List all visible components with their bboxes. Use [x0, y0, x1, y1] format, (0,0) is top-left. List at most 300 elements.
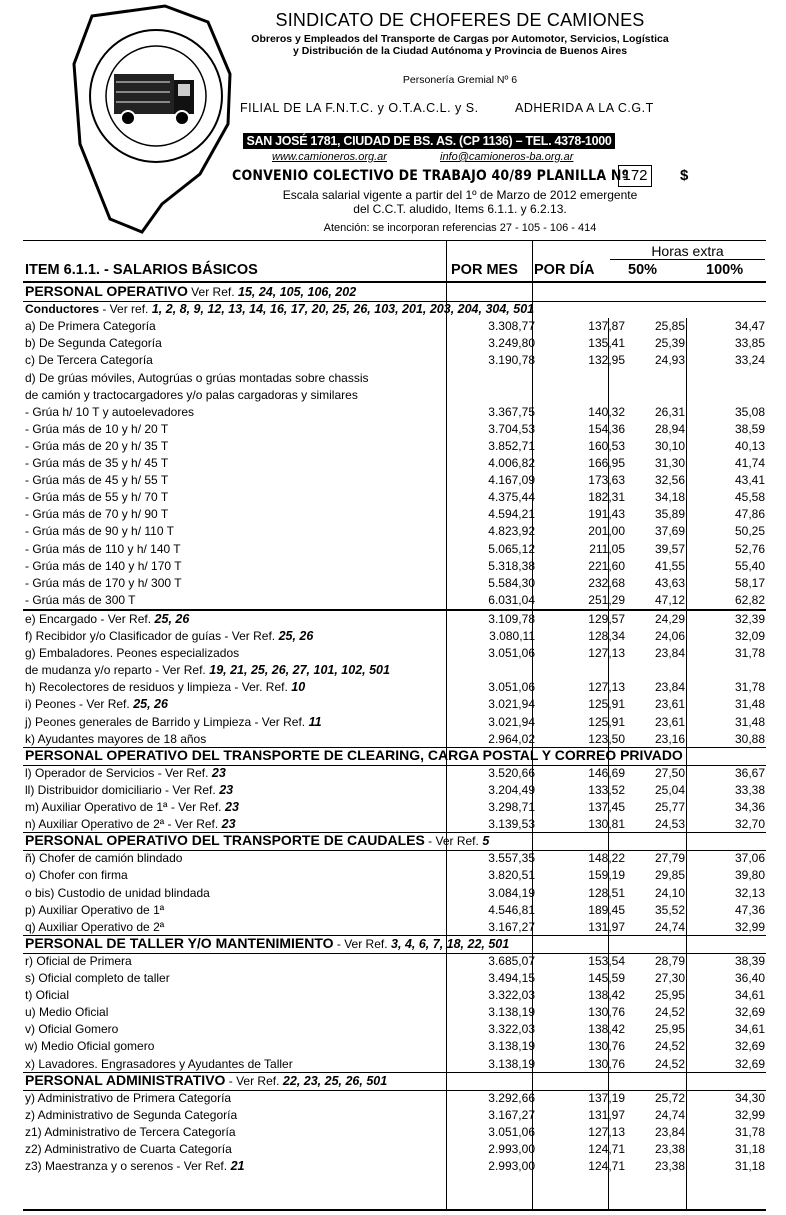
value-por-mes: 3.685,07 [488, 953, 535, 968]
table-row [23, 420, 766, 437]
value-extra-100: 31,18 [734, 1142, 765, 1156]
value-por-mes: 3.138,19 [488, 1056, 535, 1071]
value-extra-100: 32,69 [734, 1039, 765, 1054]
row-ref-label: - Ver Ref. [424, 834, 479, 849]
value-extra-50: 24,29 [654, 611, 685, 626]
value-extra-50: 25,77 [654, 800, 685, 814]
value-por-dia: 189,45 [588, 902, 625, 917]
row-label-text: - Grúa más de 35 y h/ 45 T [25, 456, 169, 470]
value-por-dia: 131,97 [588, 1107, 625, 1122]
table-row [23, 678, 766, 695]
value-extra-100: 50,25 [734, 524, 765, 539]
value-extra-100: 34,61 [734, 1022, 765, 1037]
value-extra-50: 23,61 [654, 697, 685, 712]
table-row [23, 901, 766, 918]
row-label-text: - Grúa h/ 10 T y autoelevadores [25, 404, 194, 419]
value-extra-100: 34,36 [734, 800, 765, 814]
value-extra-100: 31,18 [734, 1159, 765, 1174]
value-por-mes: 4.823,92 [488, 524, 535, 539]
col-100: 100% [706, 262, 744, 278]
value-por-dia: 145,59 [588, 971, 625, 985]
section-header [23, 1072, 766, 1089]
value-por-mes: 3.051,06 [488, 1124, 535, 1139]
value-por-dia: 133,52 [588, 782, 625, 797]
value-por-mes: 3.167,27 [488, 919, 535, 934]
value-por-dia: 153,54 [588, 953, 625, 968]
value-extra-50: 24,74 [654, 1107, 685, 1122]
value-extra-50: 34,18 [654, 490, 685, 505]
value-por-mes: 3.139,53 [488, 817, 535, 832]
row-label [25, 507, 168, 521]
table-row [23, 505, 766, 522]
value-extra-50: 30,10 [654, 438, 685, 453]
value-extra-100: 34,47 [734, 319, 765, 334]
value-por-dia: 251,29 [588, 592, 625, 607]
table-row [23, 815, 766, 832]
row-label [25, 405, 194, 419]
value-por-mes: 4.594,21 [488, 507, 535, 522]
value-extra-100: 32,69 [734, 1005, 765, 1020]
row-label-text: - Grúa más de 170 y h/ 300 T [25, 575, 182, 590]
row-label [25, 851, 182, 865]
value-por-dia: 211,05 [589, 541, 625, 556]
value-por-mes: 3.494,15 [488, 971, 535, 985]
value-por-dia: 135,41 [588, 336, 625, 351]
table-row [23, 730, 766, 747]
subtitle-line-1: Obreros y Empleados del Transporte de Cargas por Automotor, Servicios, Logística [251, 33, 669, 45]
col-por-mes: POR MES [451, 262, 518, 278]
row-label-text: b) De Segunda Categoría [25, 336, 162, 351]
value-extra-50: 25,95 [654, 988, 685, 1003]
website-link[interactable]: www.camioneros.org.ar [272, 151, 387, 163]
row-label [25, 1142, 232, 1156]
row-label-text: z2) Administrativo de Cuarta Categoría [25, 1142, 232, 1156]
horas-extra-header: Horas extra [651, 243, 724, 259]
table-row [23, 1106, 766, 1123]
value-por-mes: 3.021,94 [488, 714, 535, 729]
value-por-mes: 3.190,78 [488, 353, 535, 368]
col-por-dia: POR DÍA [534, 262, 595, 278]
value-por-dia: 127,13 [588, 646, 625, 661]
value-por-dia: 130,76 [588, 1005, 625, 1020]
value-extra-100: 32,69 [734, 1056, 765, 1071]
row-label-text: k) Ayudantes mayores de 18 años [25, 731, 207, 746]
table-bottom-border [23, 1209, 766, 1211]
value-por-dia: 130,76 [588, 1056, 625, 1071]
value-extra-100: 36,40 [734, 971, 765, 985]
row-label [25, 783, 233, 797]
row-ref-numbers: 25, 26 [151, 611, 190, 626]
value-por-mes: 5.318,38 [488, 558, 535, 573]
table-row [23, 1157, 766, 1174]
row-label [25, 576, 182, 590]
value-extra-100: 38,59 [734, 421, 765, 436]
row-label-text: PERSONAL OPERATIVO [25, 283, 188, 299]
row-label [25, 663, 390, 677]
row-ref-numbers: 23 [218, 817, 236, 832]
planilla-number: 172 [618, 165, 652, 187]
value-extra-100: 38,39 [734, 953, 765, 968]
value-extra-50: 35,89 [654, 507, 685, 522]
row-label-text: v) Oficial Gomero [25, 1022, 119, 1037]
row-label-text: PERSONAL OPERATIVO DEL TRANSPORTE DE CLEARING, CARGA POSTAL Y CORREO PRIVADO [25, 746, 683, 763]
table-row [23, 610, 766, 627]
value-por-dia: 128,34 [588, 629, 625, 643]
row-label-text: u) Medio Oficial [25, 1005, 109, 1020]
value-extra-100: 32,39 [734, 611, 765, 626]
row-label [25, 954, 132, 968]
table-row [23, 386, 766, 403]
value-extra-50: 27,50 [654, 765, 685, 780]
row-label-text: z3) Maestranza y o serenos - Ver Ref. [25, 1159, 228, 1174]
value-extra-100: 36,67 [734, 765, 765, 780]
section-header [23, 283, 766, 300]
row-label-text: c) De Tercera Categoría [25, 353, 153, 368]
value-extra-100: 31,48 [734, 714, 765, 729]
value-extra-50: 23,84 [654, 646, 685, 661]
row-label [25, 1072, 387, 1088]
row-ref-label: - Ver ref. [99, 302, 149, 317]
row-label-text: - Grúa más de 90 y h/ 110 T [25, 524, 174, 539]
value-extra-50: 28,94 [654, 421, 685, 436]
value-extra-50: 32,56 [654, 473, 685, 488]
table-row [23, 351, 766, 368]
row-ref-numbers: 23 [208, 765, 226, 780]
table-row [23, 627, 766, 644]
row-label [25, 353, 153, 367]
row-label-text: w) Medio Oficial gomero [25, 1039, 155, 1054]
row-label [25, 439, 168, 453]
row-label-text: z) Administrativo de Segunda Categoría [25, 1107, 238, 1122]
value-extra-100: 31,78 [734, 1124, 765, 1139]
value-extra-50: 23,61 [654, 714, 685, 729]
row-label [25, 920, 164, 934]
row-label [25, 832, 489, 848]
value-por-mes: 3.292,66 [488, 1090, 535, 1105]
value-extra-50: 24,52 [654, 1005, 685, 1020]
value-extra-100: 40,13 [734, 438, 765, 453]
table-row [23, 918, 766, 935]
value-extra-50: 43,63 [654, 575, 685, 590]
value-extra-50: 23,16 [654, 731, 685, 746]
value-por-mes: 4.006,82 [488, 456, 535, 470]
value-por-mes: 3.051,06 [488, 680, 535, 695]
value-extra-50: 23,38 [654, 1142, 685, 1156]
subsection-header [23, 300, 766, 317]
row-label-text: n) Auxiliar Operativo de 2ª - Ver Ref. [25, 817, 219, 832]
value-extra-50: 24,93 [654, 353, 685, 368]
row-label-text: r) Oficial de Primera [25, 953, 132, 968]
table-row [23, 522, 766, 539]
value-por-mes: 3.557,35 [488, 851, 535, 866]
table-row [23, 437, 766, 454]
row-label-text: x) Lavadores. Engrasadores y Ayudantes de Taller [25, 1056, 293, 1071]
value-por-dia: 182,31 [588, 490, 625, 505]
value-extra-100: 32,99 [734, 919, 765, 934]
row-ref-label: - Ver Ref. [225, 1073, 280, 1088]
value-por-dia: 131,97 [588, 919, 625, 934]
table-row [23, 574, 766, 591]
filial-text: FILIAL DE LA F.N.T.C. y O.T.A.C.L. y S. [240, 101, 479, 115]
row-label [25, 1022, 118, 1036]
table-row [23, 1123, 766, 1140]
row-label-text: de mudanza y/o reparto - Ver Ref. [25, 663, 206, 678]
row-label [25, 1091, 231, 1105]
value-por-dia: 160,53 [588, 438, 625, 453]
value-por-dia: 138,42 [588, 988, 625, 1003]
email-link[interactable]: info@camioneros-ba.org.ar [440, 151, 574, 163]
row-ref-numbers: 25, 26 [275, 629, 314, 643]
value-por-mes: 3.704,53 [488, 421, 535, 436]
row-label [25, 422, 168, 436]
table-row [23, 369, 766, 386]
value-por-mes: 3.138,19 [488, 1039, 535, 1054]
value-extra-50: 24,52 [654, 1039, 685, 1054]
row-label-text: de camión y tractocargadores y/o palas cargadoras y similares [25, 387, 358, 402]
value-extra-50: 23,84 [654, 680, 685, 695]
value-por-mes: 3.167,27 [488, 1107, 535, 1122]
row-ref-numbers: 23 [221, 800, 239, 814]
value-extra-50: 25,39 [654, 336, 685, 351]
escala-line-2: del C.C.T. aludido, Items 6.1.1. y 6.2.13. [353, 202, 567, 216]
section-header [23, 935, 766, 952]
table-row [23, 798, 766, 815]
row-label [25, 1039, 154, 1053]
row-label-text: - Grúa más de 10 y h/ 20 T [25, 421, 169, 436]
value-extra-100: 34,61 [734, 988, 765, 1003]
value-extra-100: 31,48 [734, 697, 765, 712]
row-label [25, 593, 136, 607]
value-extra-50: 25,04 [654, 782, 685, 797]
row-label [25, 1108, 237, 1122]
value-extra-100: 37,06 [734, 851, 765, 866]
value-por-mes: 3.084,19 [488, 885, 535, 900]
value-por-dia: 137,87 [588, 319, 625, 334]
row-ref-numbers: 23 [215, 782, 234, 797]
personeria-gremial: Personería Gremial Nº 6 [402, 74, 518, 86]
value-extra-50: 25,85 [654, 319, 685, 334]
row-label-text: a) De Primera Categoría [25, 319, 156, 334]
table-row [23, 695, 766, 712]
value-por-dia: 201,00 [588, 524, 625, 539]
table-row [23, 317, 766, 334]
value-extra-50: 24,10 [654, 885, 685, 900]
row-ref-label: - Ver Ref. [333, 936, 388, 951]
value-por-mes: 3.520,66 [488, 765, 535, 780]
value-por-dia: 137,45 [588, 800, 625, 814]
value-extra-50: 28,79 [654, 953, 685, 968]
value-extra-100: 32,13 [734, 885, 765, 900]
value-extra-100: 43,41 [734, 473, 765, 488]
value-por-mes: 3.080,11 [489, 629, 535, 643]
table-row [23, 1140, 766, 1157]
value-por-dia: 123,50 [588, 731, 625, 746]
table-row [23, 661, 766, 678]
value-extra-50: 24,53 [654, 817, 685, 832]
row-label [25, 371, 369, 385]
value-por-dia: 128,51 [588, 885, 625, 900]
table-row [23, 1089, 766, 1106]
value-extra-50: 35,52 [654, 902, 685, 917]
row-label-text: - Grúa más de 300 T [25, 592, 136, 607]
table-row [23, 1003, 766, 1020]
table-row [23, 471, 766, 488]
row-label [25, 336, 162, 350]
table-row [23, 1037, 766, 1054]
row-label [25, 868, 128, 882]
col-50: 50% [628, 262, 658, 278]
row-label-text: z1) Administrativo de Tercera Categoría [25, 1124, 236, 1139]
table-row [23, 454, 766, 471]
value-por-dia: 129,57 [588, 611, 625, 626]
value-por-mes: 2.993,00 [488, 1159, 535, 1174]
section-divider [23, 747, 766, 748]
row-label [25, 542, 181, 556]
table-row [23, 1055, 766, 1072]
value-extra-100: 41,74 [734, 456, 765, 470]
row-label [25, 971, 170, 985]
row-ref-numbers: 21 [227, 1159, 245, 1174]
row-label [25, 283, 356, 299]
section-divider [23, 1072, 766, 1073]
horas-extra-underline [610, 259, 765, 260]
value-por-mes: 3.308,77 [488, 319, 535, 334]
row-label-text: s) Oficial completo de taller [25, 971, 170, 985]
value-por-mes: 5.584,30 [488, 575, 535, 590]
row-ref-numbers: 19, 21, 25, 26, 27, 101, 102, 501 [205, 663, 390, 678]
value-por-mes: 3.249,80 [488, 336, 535, 351]
row-label [25, 935, 509, 951]
escala-note [250, 188, 670, 216]
value-extra-100: 39,80 [734, 868, 765, 883]
value-por-dia: 173,63 [588, 473, 625, 488]
currency-symbol: $ [680, 167, 689, 184]
table-row [23, 849, 766, 866]
row-label [25, 1159, 244, 1173]
row-label [25, 490, 168, 504]
row-label [25, 766, 226, 780]
row-label-text: Conductores [25, 302, 100, 317]
value-extra-100: 32,09 [734, 629, 765, 643]
row-label-text: - Grúa más de 70 y h/ 90 T [25, 507, 169, 522]
section-divider [23, 832, 766, 833]
row-label [25, 886, 210, 900]
value-extra-100: 47,36 [734, 902, 765, 917]
value-por-dia: 138,42 [588, 1022, 625, 1037]
value-extra-100: 34,30 [734, 1090, 765, 1105]
row-label-text: o) Chofer con firma [25, 868, 128, 883]
row-label-text: m) Auxiliar Operativo de 1ª - Ver Ref. [25, 800, 222, 814]
row-ref-label: Ver Ref. [187, 285, 235, 299]
value-por-mes: 3.051,06 [488, 646, 535, 661]
table-row [23, 334, 766, 351]
row-label-text: f) Recibidor y/o Clasificador de guías - Ver Ref. [25, 629, 276, 643]
union-logo [70, 4, 240, 234]
table-row [23, 557, 766, 574]
value-por-dia: 232,68 [588, 575, 625, 590]
value-por-mes: 3.204,49 [488, 782, 535, 797]
value-por-dia: 137,19 [588, 1090, 625, 1105]
convenio-title: CONVENIO COLECTIVO DE TRABAJO 40/89 PLANILLA Nº [232, 168, 629, 184]
union-subtitle [240, 33, 680, 57]
section-header [23, 747, 766, 764]
value-por-mes: 2.993,00 [488, 1142, 535, 1156]
value-por-dia: 127,13 [588, 680, 625, 695]
table-row [23, 591, 766, 608]
row-label [25, 1057, 293, 1071]
row-label [25, 646, 239, 660]
value-por-mes: 3.109,78 [488, 611, 535, 626]
row-ref-numbers: 1, 2, 8, 9, 12, 13, 14, 16, 17, 20, 25, 26, 103, 201, 203, 204, 304, 501 [148, 302, 535, 317]
value-por-dia: 166,95 [588, 456, 625, 470]
row-label-text: - Grúa más de 45 y h/ 55 T [25, 473, 169, 488]
value-por-dia: 124,71 [588, 1159, 625, 1174]
table-row [23, 403, 766, 420]
row-label [25, 1125, 236, 1139]
value-por-mes: 3.852,71 [488, 438, 535, 453]
row-label-text: ll) Distribuidor domiciliario - Ver Ref. [25, 782, 216, 797]
table-row [23, 644, 766, 661]
row-label-text: q) Auxiliar Operativo de 2ª [25, 919, 165, 934]
row-label [25, 800, 239, 814]
row-label [25, 456, 168, 470]
value-extra-50: 26,31 [654, 404, 685, 419]
section-divider [23, 935, 766, 936]
value-por-dia: 146,69 [588, 765, 625, 780]
section-header [23, 832, 766, 849]
table-top-border [23, 240, 766, 241]
value-extra-50: 37,69 [654, 524, 685, 539]
value-por-mes: 3.138,19 [488, 1005, 535, 1020]
table-row [23, 866, 766, 883]
value-extra-50: 25,72 [654, 1090, 685, 1105]
value-por-dia: 127,13 [588, 1124, 625, 1139]
value-por-mes: 3.367,75 [488, 404, 535, 419]
row-label-text: - Grúa más de 20 y h/ 35 T [25, 438, 169, 453]
value-extra-50: 23,84 [654, 1124, 685, 1139]
value-extra-100: 32,70 [734, 817, 765, 832]
row-label-text: PERSONAL ADMINISTRATIVO [25, 1071, 226, 1088]
row-ref-numbers: 15, 24, 105, 106, 202 [234, 285, 357, 299]
row-label [25, 732, 206, 746]
value-por-dia: 125,91 [588, 697, 625, 712]
row-label [25, 302, 534, 316]
row-label-text: i) Peones - Ver Ref. [25, 697, 130, 712]
table-row [23, 1020, 766, 1037]
value-por-mes: 3.322,03 [488, 1022, 535, 1037]
row-label [25, 680, 305, 694]
row-label-text: ñ) Chofer de camión blindado [25, 851, 183, 866]
value-extra-100: 58,17 [734, 575, 765, 590]
value-extra-100: 45,58 [734, 490, 765, 505]
row-label-text: e) Encargado - Ver Ref. [25, 611, 152, 626]
value-por-dia: 125,91 [588, 714, 625, 729]
value-extra-50: 47,12 [654, 592, 685, 607]
row-label [25, 747, 683, 763]
table-row [23, 713, 766, 730]
row-ref-numbers: 22, 23, 25, 26, 501 [279, 1073, 388, 1088]
value-por-mes: 2.964,02 [488, 731, 535, 746]
row-label-text: PERSONAL OPERATIVO DEL TRANSPORTE DE CAUDALES [25, 832, 425, 849]
row-label [25, 697, 168, 711]
value-extra-100: 30,88 [734, 731, 765, 746]
row-label-text: y) Administrativo de Primera Categoría [25, 1090, 232, 1105]
value-extra-50: 31,30 [654, 456, 685, 470]
value-por-mes: 4.375,44 [488, 490, 535, 505]
value-por-dia: 159,19 [588, 868, 625, 883]
row-label [25, 715, 322, 729]
value-extra-100: 33,38 [734, 782, 765, 797]
